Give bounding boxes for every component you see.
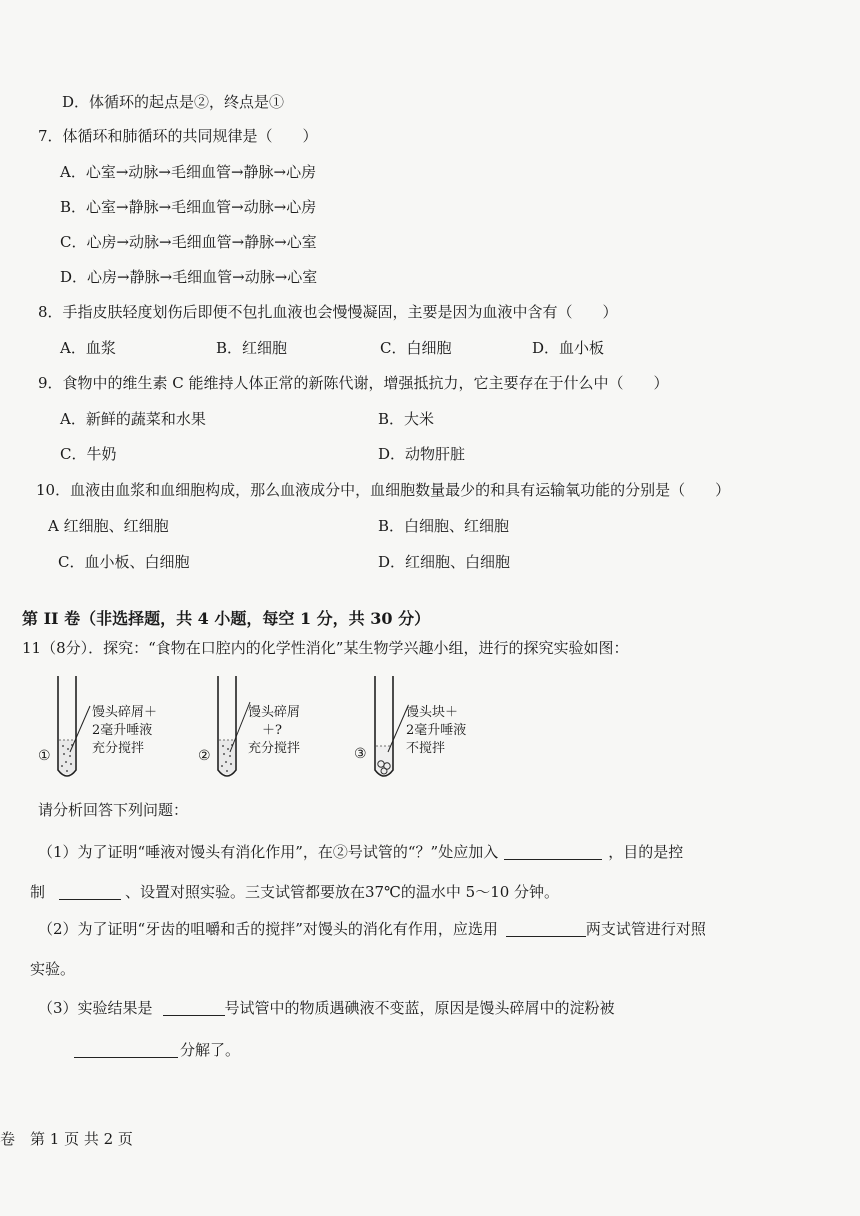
q11-part2-text-a: （2）为了证明“牙齿的咀嚼和舌的搅拌”对馒头的消化有作用，应选用 (38, 920, 498, 938)
q7-option-d: D．心房→静脉→毛细血管→动脉→心室 (60, 268, 318, 286)
q9-option-b: B．大米 (378, 410, 435, 428)
q11-part3-blank-2[interactable] (74, 1041, 178, 1058)
q11-part3-text-a: （3）实验结果是 (38, 999, 153, 1017)
q11-stem: 11（8分）．探究：“食物在口腔内的化学性消化”某生物学兴趣小组，进行的探究实验如图： (22, 639, 629, 657)
q9-option-a: A．新鲜的蔬菜和水果 (60, 410, 206, 428)
tube-1-label-line-2: 2毫升唾液 (92, 723, 153, 738)
q8-option-c: C．白细胞 (380, 339, 452, 357)
q7-option-a: A．心室→动脉→毛细血管→静脉→心房 (60, 163, 317, 181)
q11-part2-text-b: 两支试管进行对照 (585, 920, 706, 938)
q8-stem: 8．手指皮肤轻度划伤后即便不包扎血液也会慢慢凝固，主要是因为血液中含有（ ） (38, 303, 618, 321)
q11-part1-blank-1[interactable] (504, 843, 602, 860)
section-2-title: 第 II 卷（非选择题，共 4 小题，每空 1 分，共 30 分） (22, 609, 431, 628)
leader-line-1 (68, 704, 92, 754)
q11-part2-text-c: 实验。 (30, 960, 76, 978)
q11-part1-text-d: 、设置对照实验。三支试管都要放在37℃的温水中 5～10 分钟。 (125, 883, 560, 901)
q10-option-d: D．红细胞、白细胞 (378, 553, 511, 571)
page-footer: 卷 第 1 页 共 2 页 (0, 1130, 133, 1148)
q11-part1-line2 (30, 882, 559, 902)
q9-option-d: D．动物肝脏 (378, 445, 466, 463)
tube-3-label-line-2: 2毫升唾液 (406, 723, 467, 738)
q11-part2-line1 (38, 919, 706, 939)
tube-1-number: ① (38, 748, 51, 764)
q10-option-c: C．血小板、白细胞 (58, 553, 190, 571)
q10-option-b: B．白细胞、红细胞 (378, 517, 510, 535)
q11-part3-line1 (38, 998, 615, 1018)
tube-2-label-line-1: 馒头碎屑 (248, 705, 301, 720)
q6-option-d: D．体循环的起点是②，终点是① (62, 93, 285, 111)
q11-part1-line1 (38, 842, 683, 862)
q11-part3-blank-1[interactable] (163, 999, 225, 1016)
tube-3-number: ③ (354, 746, 367, 762)
tube-3-label-line-1: 馒头块＋ (406, 705, 459, 720)
q7-stem: 7．体循环和肺循环的共同规律是（ ） (38, 127, 318, 145)
tube-2-label-line-3: 充分搅拌 (248, 741, 301, 756)
q11-part1-text-b: ，目的是控 (608, 843, 684, 861)
q8-option-a: A．血浆 (60, 339, 116, 357)
q11-part3-line2 (74, 1040, 240, 1060)
q11-part3-text-b: 号试管中的物质遇碘液不变蓝，原因是馒头碎屑中的淀粉被 (224, 999, 615, 1017)
q11-prompt: 请分析回答下列问题： (38, 801, 189, 819)
q11-part3-text-c: 分解了。 (180, 1041, 241, 1059)
tube-2-label-line-2: ＋? (262, 723, 282, 738)
test-tube-figure (30, 670, 490, 790)
tube-1-label-line-3: 充分搅拌 (92, 741, 145, 756)
q7-option-c: C．心房→动脉→毛细血管→静脉→心室 (60, 233, 317, 251)
q9-stem: 9．食物中的维生素 C 能维持人体正常的新陈代谢，增强抵抗力，它主要存在于什么中（ ） (38, 374, 669, 392)
tube-3-label-line-3: 不搅拌 (406, 741, 446, 756)
tube-1-label-line-1: 馒头碎屑＋ (92, 705, 158, 720)
q11-part1-blank-2[interactable] (59, 883, 121, 900)
q11-part1-text-a: （1）为了证明“唾液对馒头有消化作用”，在②号试管的“？”处应加入 (38, 843, 499, 861)
q9-option-c: C．牛奶 (60, 445, 117, 463)
q11-part1-text-c: 制 (30, 883, 46, 901)
q10-stem: 10．血液由血浆和血细胞构成，那么血液成分中，血细胞数量最少的和具有运输氧功能的分别是（ ） (36, 481, 731, 499)
q10-option-a: A 红细胞、红细胞 (48, 517, 169, 535)
q11-part2-blank[interactable] (506, 920, 586, 937)
q8-option-b: B．红细胞 (216, 339, 288, 357)
q8-option-d: D．血小板 (532, 339, 605, 357)
q7-option-b: B．心室→静脉→毛细血管→动脉→心房 (60, 198, 317, 216)
tube-2-number: ② (198, 748, 211, 764)
